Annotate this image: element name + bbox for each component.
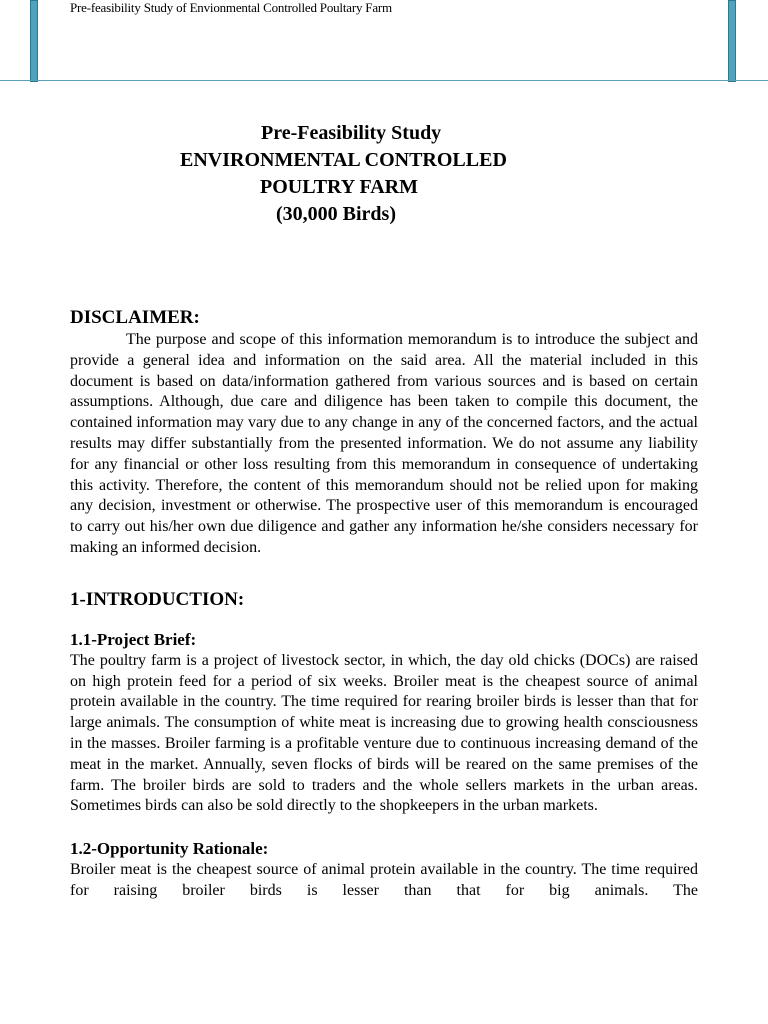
project-brief-heading: 1.1-Project Brief:	[70, 629, 197, 649]
introduction-section	[70, 588, 698, 902]
disclaimer-heading: DISCLAIMER:	[70, 307, 200, 328]
title-line-2: ENVIRONMENTAL CONTROLLED	[180, 149, 507, 171]
header-divider	[0, 80, 768, 81]
document-title	[0, 120, 768, 228]
header-left-bar	[30, 0, 38, 82]
opportunity-rationale-heading: 1.2-Opportunity Rationale:	[70, 839, 269, 859]
project-brief-paragraph: The poultry farm is a project of livestock sector, in which, the day old chicks (DOCs) are raised on high protein feed for a period of six weeks. Broiler meat is the cheapest source of animal protein available in the country. The time required for rearing broiler birds is lesser than that for large animals. The consumption of white meat is increasing due to growing health consciousness in the masses. Broiler farming is a profitable venture due to continuous increasing demand of the meat in the market. Annually, seven flocks of birds will be reared on the same premises of the farm. The broiler birds are sold to traders and the whole sellers markets in the urban areas. Sometimes birds can also be sold directly to the shopkeepers in the urban markets.	[70, 651, 698, 815]
title-line-1: Pre-Feasibility Study	[261, 122, 442, 144]
disclaimer-paragraph: The purpose and scope of this information memorandum is to introduce the subject and provide a general idea and information on the said area. All the material included in this document is based on data/information gathered from various sources and is based on certain assumptions. Although, due care and diligence has been taken to compile this document, the contained information may vary due to any change in any of the concerned factors, and the actual results may differ substantially from the presented information. We do not assume any liability for any financial or other loss resulting from this memorandum in consequence of undertaking this activity. Therefore, the content of this memorandum should not be relied upon for making any decision, investment or otherwise. The prospective user of this memorandum is encouraged to carry out his/her own due diligence and gather any information he/she considers necessary for making an informed decision.	[70, 331, 698, 556]
opportunity-rationale-paragraph: Broiler meat is the cheapest source of animal protein available in the country. The time required for raising broiler birds is lesser than that for big animals. The	[70, 861, 698, 899]
introduction-heading: 1-INTRODUCTION:	[70, 588, 245, 610]
title-line-4: (30,000 Birds)	[276, 203, 396, 225]
running-header-title: Pre-feasibility Study of Envionmental Controlled Poultary Farm	[70, 0, 392, 15]
header-right-bar	[728, 0, 736, 82]
disclaimer-section	[70, 306, 698, 559]
document-body	[70, 306, 698, 902]
title-line-3: POULTRY FARM	[260, 176, 418, 198]
